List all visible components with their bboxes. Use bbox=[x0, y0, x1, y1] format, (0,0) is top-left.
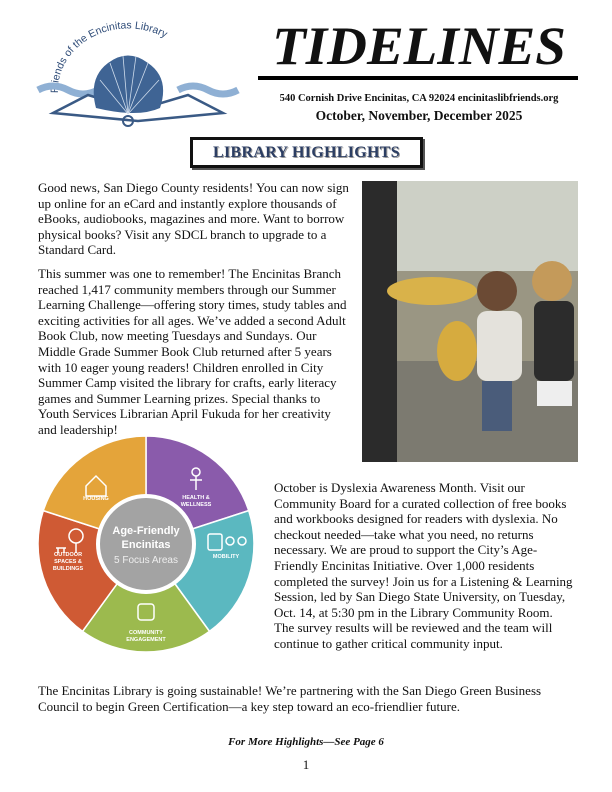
paragraph-summer: This summer was one to remember! The Encinitas Branch reached 1,417 community members through our Summer Learning Challenge—offering story times, study tables and exciting activities for all ages. We’ve added a second Adult Book Club, now meeting Tuesdays and Sundays. Our Middle Grade Summer Book Club returned after 5 years with 10 eager young readers! Children enrolled in City Summer Camp visited the library for crafts, early literacy games and Summer Learning prizes. Special thanks to Youth Services Librarian April Fukuda for her creativity and leadership! bbox=[38, 266, 347, 437]
address-line: 540 Cornish Drive Encinitas, CA 92024 encinitaslibfriends.org bbox=[279, 93, 559, 104]
seg-community-label1: COMMUNITY bbox=[129, 630, 163, 636]
svg-text:Friends of the Encinitas Libra: Friends of the Encinitas Library bbox=[48, 19, 170, 94]
children-snake-photo bbox=[362, 181, 578, 462]
newsletter-title: TIDELINES bbox=[272, 16, 566, 76]
issue-dates: October, November, December 2025 bbox=[315, 108, 523, 123]
seg-mobility-label: MOBILITY bbox=[212, 554, 240, 560]
more-highlights-note: For More Highlights—See Page 6 bbox=[228, 736, 384, 748]
wheel-center-line3: 5 Focus Areas bbox=[114, 555, 178, 566]
seg-outdoor-label2: SPACES & bbox=[54, 559, 82, 565]
wheel-center-line2: Encinitas bbox=[121, 539, 171, 551]
title-rule bbox=[258, 76, 578, 80]
age-friendly-wheel bbox=[36, 434, 256, 654]
section-title-box bbox=[190, 137, 423, 168]
seg-housing-label: HOUSING bbox=[83, 496, 109, 502]
seg-health-label1: HEALTH & bbox=[182, 495, 210, 501]
paragraph-dyslexia-agefriendly: October is Dyslexia Awareness Month. Visit our Community Board for a curated collection of free books and workbooks designed for readers with dyslexia. No checkout needed—take what you need, no returns necessary. We are proud to support the City’s Age-Friendly Encinitas Initiative. Over 1,000 residents completed the survey! Join us for a Listening & Learning Session, led by San Diego State University, on Tuesday, Oct. 14, at 5:30 pm in the Library Community Room. The survey results will be reviewed and the team will continue to gather critical community input. bbox=[274, 480, 573, 651]
seg-community-label2: ENGAGEMENT bbox=[126, 637, 166, 643]
section-title: LIBRARY HIGHLIGHTS bbox=[213, 143, 400, 161]
paragraph-sustainable: The Encinitas Library is going sustainable! We’re partnering with the San Diego Green Business Council to begin Green Certification—a key step toward an eco-friendlier future. bbox=[38, 683, 542, 714]
page-number: 1 bbox=[302, 757, 310, 772]
seg-outdoor-label3: BUILDINGS bbox=[52, 566, 84, 572]
wheel-center-line1: Age-Friendly bbox=[112, 525, 180, 537]
seg-outdoor-label1: OUTDOOR bbox=[53, 552, 83, 558]
seg-health-label2: WELLNESS bbox=[180, 502, 212, 508]
paragraph-ecard: Good news, San Diego County residents! You can now sign up online for an eCard and instantly explore thousands of eBooks, audiobooks, magazines and more. Want to borrow physical books? Visit any SDCL branch to upgrade to a Standard Card. bbox=[38, 180, 349, 258]
friends-library-logo bbox=[28, 18, 248, 133]
